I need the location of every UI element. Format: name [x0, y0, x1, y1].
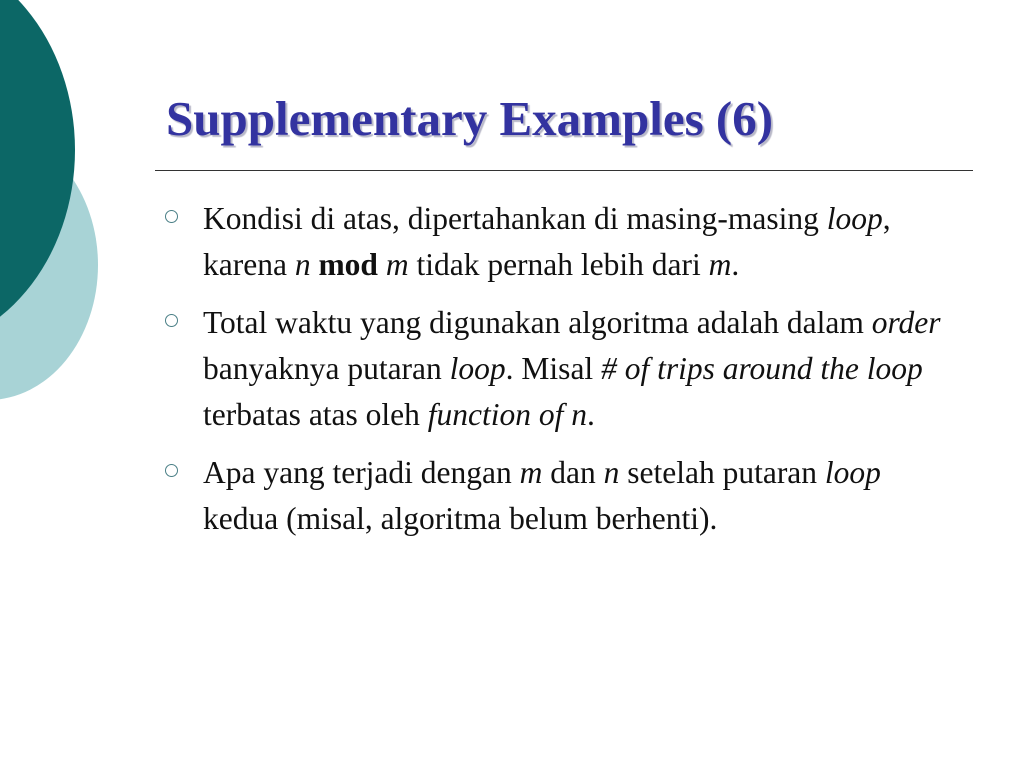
hollow-circle-icon	[165, 464, 178, 477]
text-segment: dan	[542, 455, 604, 490]
text-segment: kedua (misal, algoritma belum berhenti).	[203, 501, 718, 536]
italic-term: loop	[824, 455, 881, 490]
bullet-item	[160, 300, 960, 438]
bullet-text	[203, 455, 881, 536]
text-segment	[378, 247, 386, 282]
title-underline	[155, 170, 973, 171]
italic-term: n	[603, 455, 620, 490]
text-segment: tidak pernah lebih dari	[408, 247, 709, 282]
italic-term: order	[871, 305, 941, 340]
text-segment: Total waktu yang digunakan algoritma adalah dalam	[203, 305, 872, 340]
hollow-circle-icon	[165, 210, 178, 223]
italic-term: loop	[826, 201, 883, 236]
bullet-text	[203, 201, 891, 282]
text-segment: .	[587, 397, 595, 432]
bullet-list	[160, 196, 960, 554]
text-segment: Apa yang terjadi dengan	[203, 455, 520, 490]
italic-term: function of n	[427, 397, 588, 432]
italic-term: # of trips around the loop	[601, 351, 923, 386]
bullet-item	[160, 450, 960, 542]
bold-term: mod	[318, 247, 378, 282]
text-segment: setelah putaran	[619, 455, 825, 490]
italic-term: m	[385, 247, 409, 282]
bullet-item	[160, 196, 960, 288]
italic-term: m	[519, 455, 543, 490]
text-segment: . Misal	[505, 351, 602, 386]
text-segment: banyaknya putaran	[203, 351, 450, 386]
text-segment: terbatas atas oleh	[203, 397, 428, 432]
italic-term: n	[294, 247, 311, 282]
italic-term: loop	[449, 351, 506, 386]
bullet-text	[203, 305, 941, 432]
slide-title: Supplementary Examples (6)	[166, 91, 774, 146]
text-segment: .	[731, 247, 740, 282]
text-segment: , karena	[203, 201, 891, 282]
italic-term: m	[708, 247, 732, 282]
hollow-circle-icon	[165, 314, 178, 327]
text-segment: Kondisi di atas, dipertahankan di masing-masing	[203, 201, 827, 236]
